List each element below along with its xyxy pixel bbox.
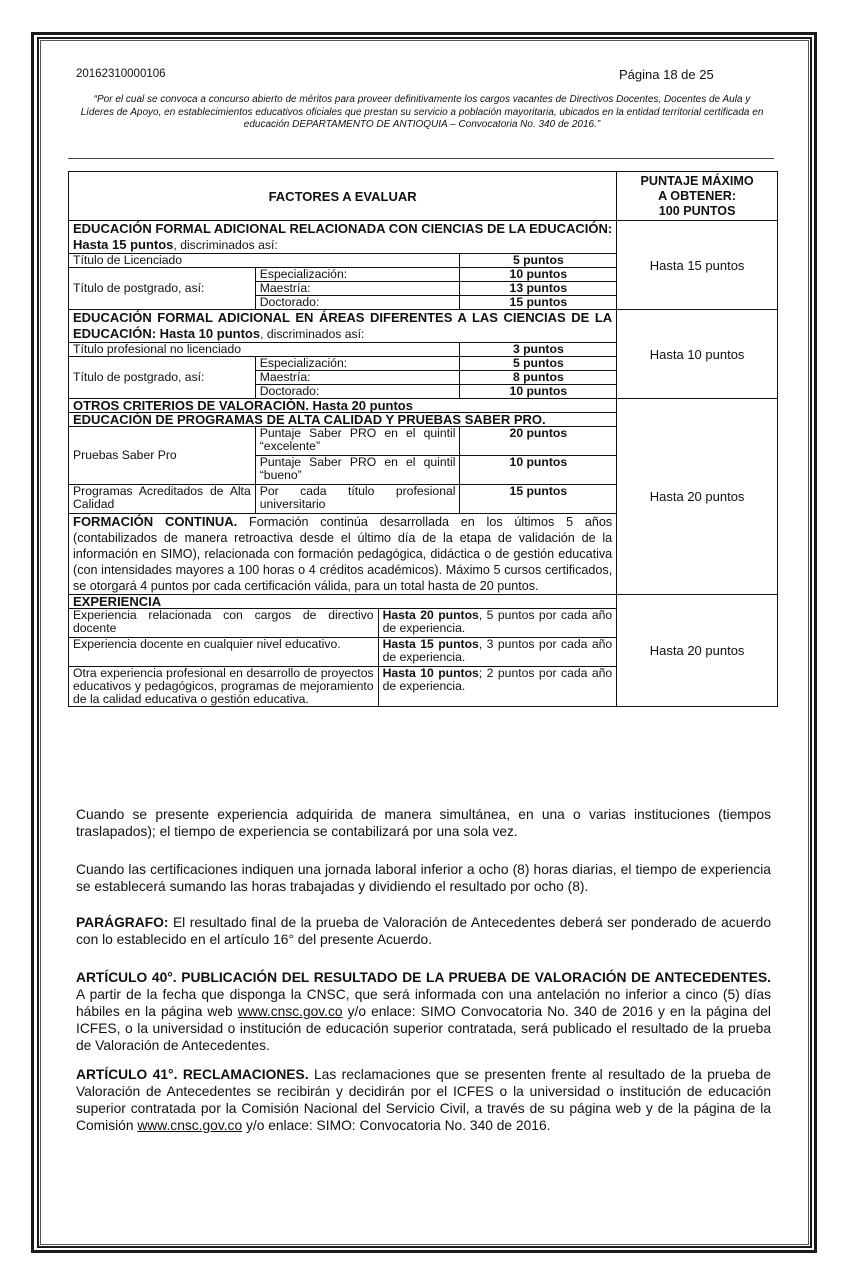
saber-label: Pruebas Saber Pro (69, 427, 256, 485)
formacion-continua (69, 514, 617, 595)
section2-title (69, 310, 617, 343)
header-score-line: 100 PUNTOS (658, 203, 736, 218)
section3-title: OTROS CRITERIOS DE VALORACIÓN. Hasta 20 puntos (69, 399, 617, 413)
row-points: 5 puntos (460, 357, 617, 371)
row-points: 8 puntos (460, 371, 617, 385)
exp-desc: Experiencia docente en cualquier nivel educativo. (69, 638, 379, 667)
row-desc: Puntaje Saber PRO en el quintil “excelente” (255, 427, 460, 456)
postgrado-label: Título de postgrado, así: (69, 357, 256, 399)
section2-title-row (69, 310, 778, 343)
section2-title-rest: , discriminados así: (260, 327, 365, 341)
exp-points-rest: , 3 puntos por cada año de experiencia. (382, 637, 613, 664)
article-40-title: ARTÍCULO 40°. PUBLICACIÓN DEL RESULTADO DE LA PRUEBA DE VALORACIÓN DE ANTECEDENTES. (76, 970, 771, 985)
row-points: 20 puntos (460, 427, 617, 456)
section3-max: Hasta 20 puntos (617, 399, 778, 595)
postgrado-label: Título de postgrado, así: (69, 268, 256, 310)
exp-points-rest: , 5 puntos por cada año de experiencia. (382, 608, 613, 635)
row-label: Especialización: (255, 268, 460, 282)
formacion-text: Formación continúa desarrollada en los últimos 5 años (contabilizados de manera retroactiva desde el último día de la etapa de validación de la información en SIMO), relacionada con formación pedagógica, didáctica o de gestión educativa (con intensidades mayores a 100 horas o 4 créditos académicos). Máximo 5 cursos certificados, se otorgará 4 puntos por cada certificación válida, para un total hasta de 20 puntos. (73, 515, 613, 593)
section1-title-row (69, 221, 778, 254)
row-label: Título de Licenciado (69, 254, 460, 268)
row-label: Maestría: (255, 282, 460, 296)
row-points: 10 puntos (460, 268, 617, 282)
exp-desc: Otra experiencia profesional en desarrollo de proyectos educativos y pedagógicos, programas de mejoramiento de la calidad educativa o gestión educativa. (69, 667, 379, 707)
section2-title-bold: EDUCACIÓN FORMAL ADICIONAL EN ÁREAS DIFERENTES A LAS CIENCIAS DE LA EDUCACIÓN: Hasta 10 puntos (73, 310, 613, 341)
row-desc: Puntaje Saber PRO en el quintil “bueno” (255, 456, 460, 485)
row-label: Programas Acreditados de Alta Calidad (69, 485, 256, 514)
exp-points (378, 638, 617, 667)
document-subtitle: “Por el cual se convoca a concurso abierto de méritos para proveer definitivamente los cargos vacantes de Directivos Docentes, Docentes de Aula y Líderes de Apoyo, en establecimientos educativos oficiales que prestan su servicio a población mayoritaria, ubicados en la entidad territorial certificada en educación DEPARTAMENTO DE ANTIOQUIA – Convocatoria No. 340 de 2016.” (80, 94, 764, 130)
exp-points (378, 667, 617, 707)
header-score-line: PUNTAJE MÁXIMO (640, 173, 754, 188)
header-factors: FACTORES A EVALUAR (69, 172, 617, 221)
formacion-title: FORMACIÓN CONTINUA. (73, 514, 238, 529)
exp-points-bold: Hasta 15 puntos (382, 637, 479, 651)
article-41-text: Las reclamaciones que se presenten frente al resultado de la prueba de Valoración de Antecedentes se recibirán y decidirán por el ICFES o la universidad o institución de educación superior contratada por la Comisión Nacional del Servicio Civil, a través de su página web y de la página de la Comisión (76, 1067, 771, 1133)
row-label: Maestría: (255, 371, 460, 385)
article-41-title: ARTÍCULO 41°. RECLAMACIONES. (76, 1067, 309, 1082)
section1-max: Hasta 15 puntos (617, 221, 778, 310)
article-41-text-cont: y/o enlace: SIMO: Convocatoria No. 340 de 2016. (242, 1118, 551, 1133)
cnsc-link[interactable]: www.cnsc.gov.co (137, 1118, 243, 1133)
exp-points (378, 609, 617, 638)
paragrafo-text: El resultado final de la prueba de Valoración de Antecedentes deberá ser ponderado de acuerdo con lo establecido en el artículo 16° del presente Acuerdo. (76, 915, 771, 947)
document-id: 20162310000106 (76, 68, 166, 80)
paragraph-paragrafo (76, 914, 771, 948)
section1-title (69, 221, 617, 254)
paragrafo-label: PARÁGRAFO: (76, 915, 169, 930)
exp-points-rest: ; 2 puntos por cada año de experiencia. (382, 666, 613, 693)
header-max-score (617, 172, 778, 221)
exp-points-bold: Hasta 10 puntos (382, 666, 479, 680)
article-40-text: A partir de la fecha que disponga la CNSC, que será informada con una antelación no inferior a cinco (5) días hábiles en la página web (76, 987, 771, 1019)
row-label: Doctorado: (255, 296, 460, 310)
row-desc: Por cada título profesional universitario (255, 485, 460, 514)
paragraph-partial-workday: Cuando las certificaciones indiquen una jornada laboral inferior a ocho (8) horas diarias, el tiempo de experiencia se establecerá sumando las horas trabajadas y dividiendo el resultado por ocho (8). (76, 862, 771, 894)
row-points: 5 puntos (460, 254, 617, 268)
section1-title-rest: , discriminados así: (173, 238, 278, 252)
section4-title-row (69, 595, 778, 609)
article-40 (76, 969, 771, 1054)
row-label: Especialización: (255, 357, 460, 371)
header-score-line: A OBTENER: (658, 188, 737, 203)
page-number: Página 18 de 25 (619, 67, 714, 82)
row-points: 15 puntos (460, 296, 617, 310)
exp-desc: Experiencia relacionada con cargos de directivo docente (69, 609, 379, 638)
section2-max: Hasta 10 puntos (617, 310, 778, 399)
paragraph-overlap-experience: Cuando se presente experiencia adquirida de manera simultánea, en una o varias instituciones (tiempos traslapados); el tiempo de experiencia se contabilizará por una sola vez. (76, 807, 771, 839)
row-label: Título profesional no licenciado (69, 343, 460, 357)
section4-title: EXPERIENCIA (69, 595, 617, 609)
row-points: 3 puntos (460, 343, 617, 357)
section4-max: Hasta 20 puntos (617, 595, 778, 707)
article-40-text-cont: y/o enlace: SIMO Convocatoria No. 340 de 2016 y en la página del ICFES, o la universidad o institución de educación superior contratada, será publicado el resultado de la prueba de Valoración de Antecedentes. (76, 1004, 771, 1053)
section1-title-bold: EDUCACIÓN FORMAL ADICIONAL RELACIONADA CON CIENCIAS DE LA EDUCACIÓN: Hasta 15 puntos (73, 221, 613, 252)
section3-subtitle: EDUCACIÓN DE PROGRAMAS DE ALTA CALIDAD Y PRUEBAS SABER PRO. (69, 413, 617, 427)
row-points: 13 puntos (460, 282, 617, 296)
section3-title-row (69, 399, 778, 413)
table-header-row (69, 172, 778, 221)
factors-table (68, 171, 778, 707)
row-label: Doctorado: (255, 385, 460, 399)
exp-points-bold: Hasta 20 puntos (382, 608, 479, 622)
row-points: 15 puntos (460, 485, 617, 514)
header-divider (68, 158, 774, 159)
cnsc-link[interactable]: www.cnsc.gov.co (237, 1004, 343, 1019)
article-41 (76, 1066, 771, 1134)
row-points: 10 puntos (460, 456, 617, 485)
row-points: 10 puntos (460, 385, 617, 399)
